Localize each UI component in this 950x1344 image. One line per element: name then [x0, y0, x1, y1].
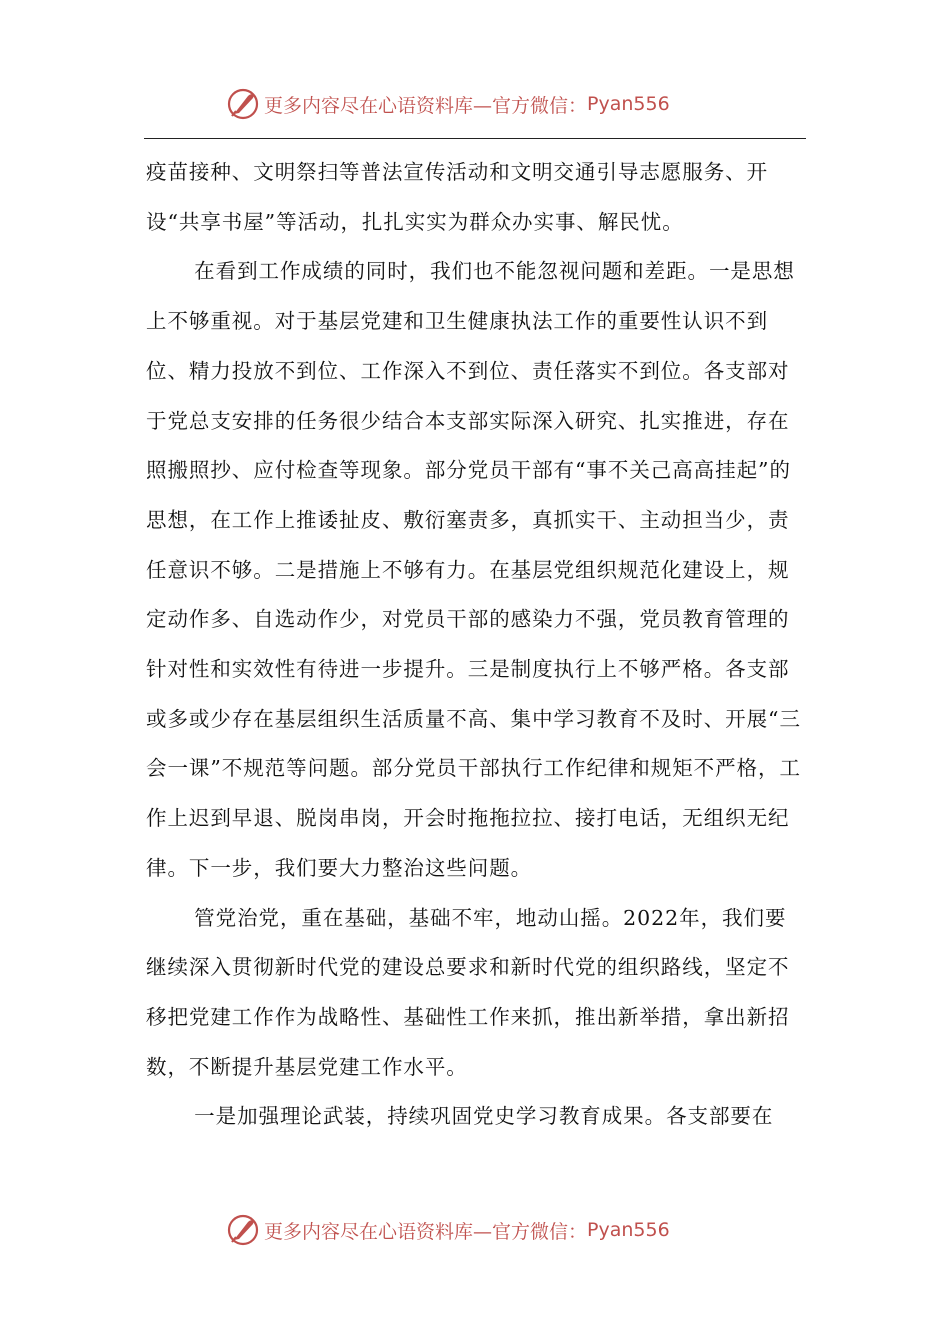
header-text: 更多内容尽在心语资料库—官方微信：: [264, 94, 588, 117]
quill-logo-icon: [226, 1213, 260, 1247]
paragraph: 疫苗接种、文明祭扫等普法宣传活动和文明交通引导志愿服务、开设“共享书屋”等活动，扎扎实实为群众办实事、解民忧。: [146, 160, 769, 234]
paragraph: 在看到工作成绩的同时，我们也不能忽视问题和差距。一是思想上不够重视。对于基层党建和卫生健康执法工作的重要性认识不到位、精力投放不到位、工作深入不到位、责任落实不到位。各支部对于党总支安排的任务很少结合本支部实际深入研究、扎实推进，存在照搬照抄、应付检查等现象。部分党员干部有“事不关己高高挂起”的思想，在工作上推诿扯皮、敷衍塞责多，真抓实干、主动担当少，责任意识不够。二是措施上不够有力。在基层党组织规范化建设上，规定动作多、自选动作少，对党员干部的感染力不强，党员教育管理的针对性和实效性有待进一步提升。三是制度执行上不够严格。各支部或多或少存在基层组织生活质量不高、集中学习教育不及时、开展“三会一课”不规范等问题。部分党员干部执行工作纪律和规矩不严格，工作上迟到早退、脱岗串岗，开会时拖拖拉拉、接打电话，无组织无纪律。下一步，我们要大力整治这些问题。: [146, 259, 801, 880]
paragraph: 一是加强理论武装，持续巩固党史学习教育成果。各支部要在: [194, 1104, 774, 1129]
footer-wechat-id: Pyan556: [587, 1219, 670, 1241]
document-body: [146, 148, 806, 1142]
quill-logo-icon: [226, 87, 260, 121]
header-divider: [144, 138, 806, 139]
footer-text: 更多内容尽在心语资料库—官方微信：: [264, 1220, 588, 1243]
paragraph: 管党治党，重在基础，基础不牢，地动山摇。2022年，我们要继续深入贯彻新时代党的建设总要求和新时代党的组织路线，坚定不移把党建工作作为战略性、基础性工作来抓，推出新举措，拿出新招数，不断提升基层党建工作水平。: [146, 905, 790, 1079]
header-banner: [226, 86, 726, 122]
header-wechat-id: Pyan556: [587, 93, 670, 115]
footer-banner: [226, 1212, 726, 1248]
